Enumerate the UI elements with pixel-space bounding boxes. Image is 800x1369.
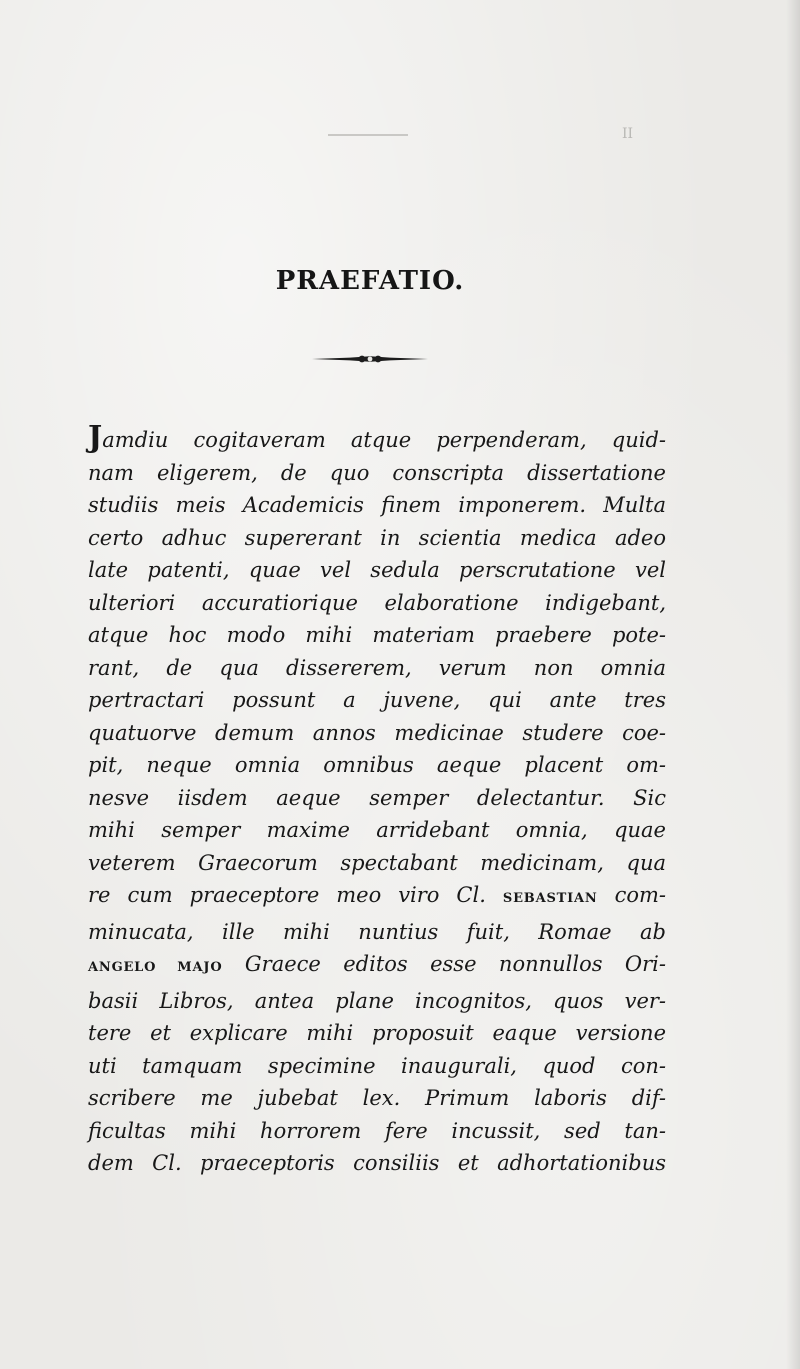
line-text: dem Cl. praeceptoris consiliis et adhortationibus [88, 1151, 666, 1175]
line-text: pertractari possunt a juvene, qui ante tres [88, 688, 666, 712]
line-text: nam eligerem, de quo conscripta dissertatione [88, 460, 666, 485]
drop-cap-letter: J [88, 420, 103, 455]
text-line [88, 1050, 666, 1083]
text-line [88, 879, 666, 916]
text-line [88, 948, 666, 985]
line-text: scribere me jubebat lex. Primum laboris dif- [88, 1086, 666, 1110]
line-text: late patenti, quae vel sedula perscrutatione vel [88, 558, 666, 582]
show-through-rule [328, 134, 408, 136]
text-line [88, 1147, 666, 1180]
line-text: atque hoc modo mihi materiam praebere pote- [88, 623, 666, 647]
text-line [88, 489, 666, 522]
text-line [88, 1115, 666, 1148]
typographic-rule-ornament-icon [310, 352, 430, 366]
line-text: amdiu cogitaveram atque perpenderam, quid- [102, 428, 666, 452]
text-line [88, 814, 666, 847]
text-line [88, 1082, 666, 1115]
line-text: uti tamquam specimine inaugurali, quod con- [88, 1053, 666, 1078]
page-edge-shadow [786, 0, 800, 1369]
line-text: tere et explicare mihi proposuit eaque versione [88, 1021, 666, 1045]
text-line [88, 985, 666, 1018]
text-line [88, 587, 666, 620]
line-text: re cum praeceptore meo viro Cl. [88, 883, 486, 907]
text-line [88, 652, 666, 685]
small-caps-name: SEBASTIAN [502, 891, 598, 906]
chapter-title: PRAEFATIO. [275, 266, 465, 296]
line-text: rant, de qua dissererem, verum non omnia [88, 655, 666, 680]
line-text: minucata, ille mihi nuntius fuit, Romae ab [88, 919, 666, 944]
line-text: nesve iisdem aeque semper delectantur. Sic [88, 785, 666, 810]
text-line [88, 782, 666, 815]
preface-paragraph [88, 420, 666, 1180]
line-text: basii Libros, antea plane incognitos, quos ver- [88, 988, 666, 1013]
page-number: II [622, 126, 634, 142]
line-text: certo adhuc supererant in scientia medica adeo [88, 525, 666, 550]
text-line [88, 916, 666, 949]
line-text: mihi semper maxime arridebant omnia, quae [88, 818, 666, 842]
text-line [88, 619, 666, 652]
text-line [88, 847, 666, 880]
text-line [88, 749, 666, 782]
line-text: studiis meis Academicis finem imponerem. Multa [88, 493, 666, 517]
line-text: ulteriori accuratiorique elaboratione indigebant, [88, 590, 666, 615]
text-line [88, 684, 666, 717]
text-line [88, 457, 666, 490]
text-line [88, 1017, 666, 1050]
text-line [88, 522, 666, 555]
text-line [88, 554, 666, 587]
line-text: com- [614, 883, 666, 907]
line-text: ficultas mihi horrorem fere incussit, sed tan- [88, 1118, 666, 1143]
line-text: quatuorve demum annos medicinae studere coe- [88, 720, 666, 745]
line-text: Graece editos esse nonnullos Ori- [244, 952, 666, 976]
line-text: pit, neque omnia omnibus aeque placent om- [88, 753, 666, 777]
text-line [88, 717, 666, 750]
line-text: veterem Graecorum spectabant medicinam, qua [88, 850, 666, 875]
text-line [88, 420, 666, 457]
small-caps-name: ANGELO MAJO [88, 960, 223, 975]
